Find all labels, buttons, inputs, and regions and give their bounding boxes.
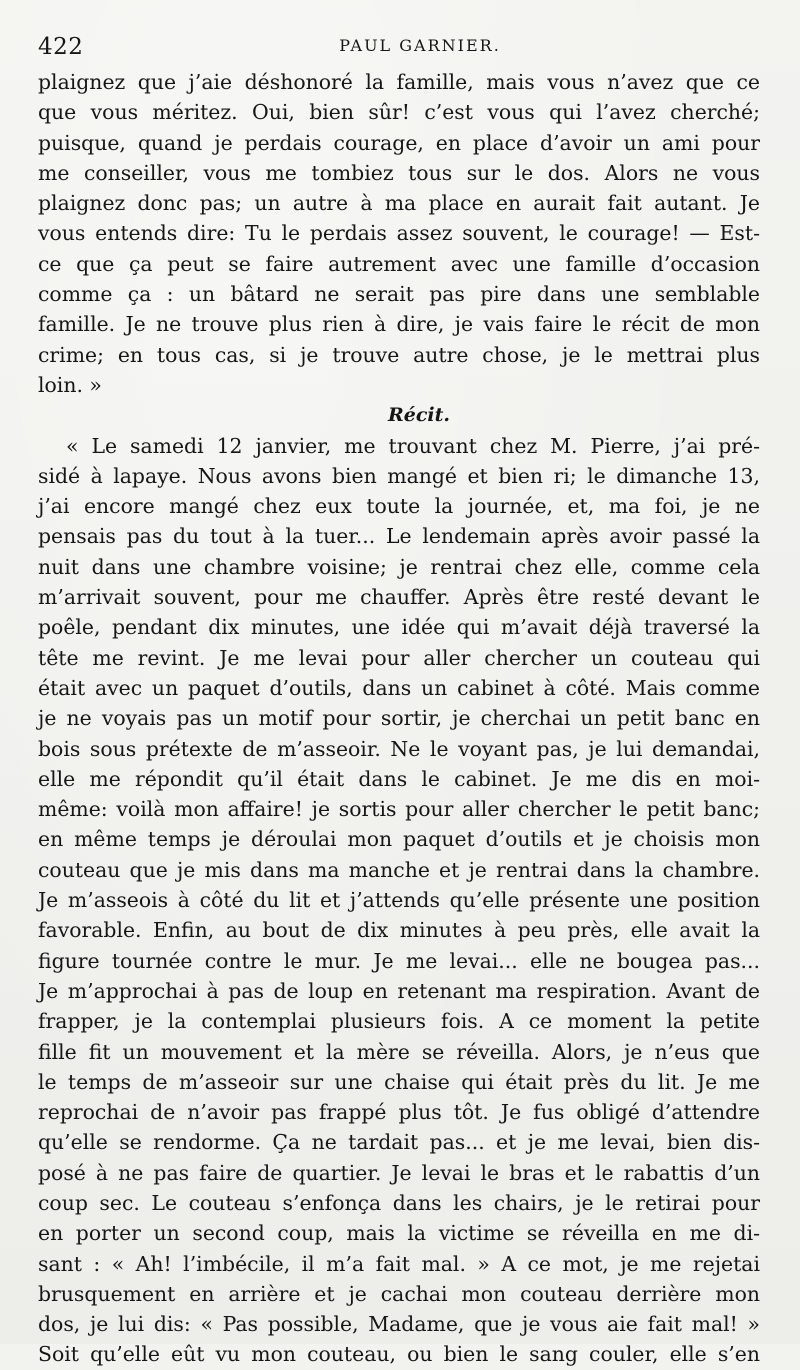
text-line: puisque, quand je perdais courage, en place d’avoir un ami pour <box>38 130 760 155</box>
text-line: reprochai de n’avoir pas frappé plus tôt. Je fus obligé d’attendre <box>38 1100 760 1125</box>
page-number: 422 <box>38 34 84 60</box>
text-line: favorable. Enfin, au bout de dix minutes à peu près, elle avait la <box>38 918 760 943</box>
text-line: en porter un second coup, mais la victime se réveilla en me di- <box>38 1221 760 1246</box>
text-line: nuit dans une chambre voisine; je rentrai chez elle, comme cela <box>38 554 760 579</box>
text-line: plaignez donc pas; un autre à ma place en aurait fait autant. Je <box>38 191 760 216</box>
text-line: famille. Je ne trouve plus rien à dire, je vais faire le récit de mon <box>38 312 760 337</box>
text-line: même: voilà mon affaire! je sortis pour aller chercher le petit banc; <box>38 797 760 822</box>
text-line: Je m’approchai à pas de loup en retenant ma respiration. Avant de <box>38 978 760 1003</box>
text-line: couteau que je mis dans ma manche et je rentrai dans la chambre. <box>38 857 760 882</box>
text-line: qu’elle se rendorme. Ça ne tardait pas... et je me levai, bien dis- <box>38 1130 760 1155</box>
text-line: sidé à lapaye. Nous avons bien mangé et bien ri; le dimanche 13, <box>38 463 760 488</box>
text-line: je ne voyais pas un motif pour sortir, je cherchai un petit banc en <box>38 706 760 731</box>
text-line: loin. » <box>38 372 102 397</box>
text-line: vous entends dire: Tu le perdais assez souvent, le courage! — Est- <box>38 221 760 246</box>
text-line: tête me revint. Je me levai pour aller chercher un couteau qui <box>38 645 760 670</box>
text-line: poêle, pendant dix minutes, une idée qui m’avait déjà traversé la <box>38 615 760 640</box>
text-line: crime; en tous cas, si je trouve autre chose, je le mettrai plus <box>38 342 760 367</box>
text-line: me conseiller, vous me tombiez tous sur le dos. Alors ne vous <box>38 160 760 185</box>
text-line: comme ça : un bâtard ne serait pas pire dans une semblable <box>38 282 760 307</box>
text-line: j’ai encore mangé chez eux toute la journée, et, ma foi, je ne <box>38 494 760 519</box>
text-line: elle me répondit qu’il était dans le cabinet. Je me dis en moi- <box>38 766 760 791</box>
paragraph-recit <box>38 431 760 1370</box>
text-line: en même temps je déroulai mon paquet d’outils et je choisis mon <box>38 827 760 852</box>
text-line: que vous méritez. Oui, bien sûr! c’est vous qui l’avez cherché; <box>38 100 760 125</box>
text-line: coup sec. Le couteau s’enfonça dans les chairs, je le retirai pour <box>38 1190 760 1215</box>
paragraph-letter-end <box>38 67 760 400</box>
text-line: le temps de m’asseoir sur une chaise qui était près du lit. Je me <box>38 1069 760 1094</box>
text-line: sant : « Ah! l’imbécile, il m’a fait mal. » A ce mot, je me rejetai <box>38 1251 760 1276</box>
section-heading: Récit. <box>387 404 451 427</box>
text-line: dos, je lui dis: « Pas possible, Madame, que je vous aie fait mal! » <box>38 1312 760 1337</box>
text-line: figure tournée contre le mur. Je me levai... elle ne bougea pas... <box>38 948 760 973</box>
text-line: posé à ne pas faire de quartier. Je levai le bras et le rabattis d’un <box>38 1160 760 1185</box>
text-line: plaignez que j’aie déshonoré la famille, mais vous n’avez que ce <box>38 70 760 94</box>
running-head: PAUL GARNIER. <box>339 36 501 55</box>
text-line: était avec un paquet d’outils, dans un cabinet à côté. Mais comme <box>38 675 760 700</box>
text-line: pensais pas du tout à la tuer... Le lendemain après avoir passé la <box>38 524 760 549</box>
text-line: fille fit un mouvement et la mère se réveilla. Alors, je n’eus que <box>38 1039 760 1064</box>
text-line: frapper, je la contemplai plusieurs fois. A ce moment la petite <box>38 1009 760 1034</box>
page-header <box>38 34 762 64</box>
text-line: brusquement en arrière et je cachai mon couteau derrière mon <box>38 1281 760 1306</box>
text-body <box>38 67 760 1370</box>
text-line: ce que ça peut se faire autrement avec une famille d’occasion <box>38 251 760 276</box>
text-line: « Le samedi 12 janvier, me trouvant chez M. Pierre, j’ai pré- <box>66 433 760 458</box>
text-line: bois sous prétexte de m’asseoir. Ne le voyant pas, je lui demandai, <box>38 736 760 761</box>
text-line: m’arrivait souvent, pour me chauffer. Après être resté devant le <box>38 585 760 610</box>
text-line: Je m’asseois à côté du lit et j’attends qu’elle présente une position <box>38 888 760 913</box>
text-line: Soit qu’elle eût vu mon couteau, ou bien le sang couler, elle s’en <box>38 1342 760 1367</box>
